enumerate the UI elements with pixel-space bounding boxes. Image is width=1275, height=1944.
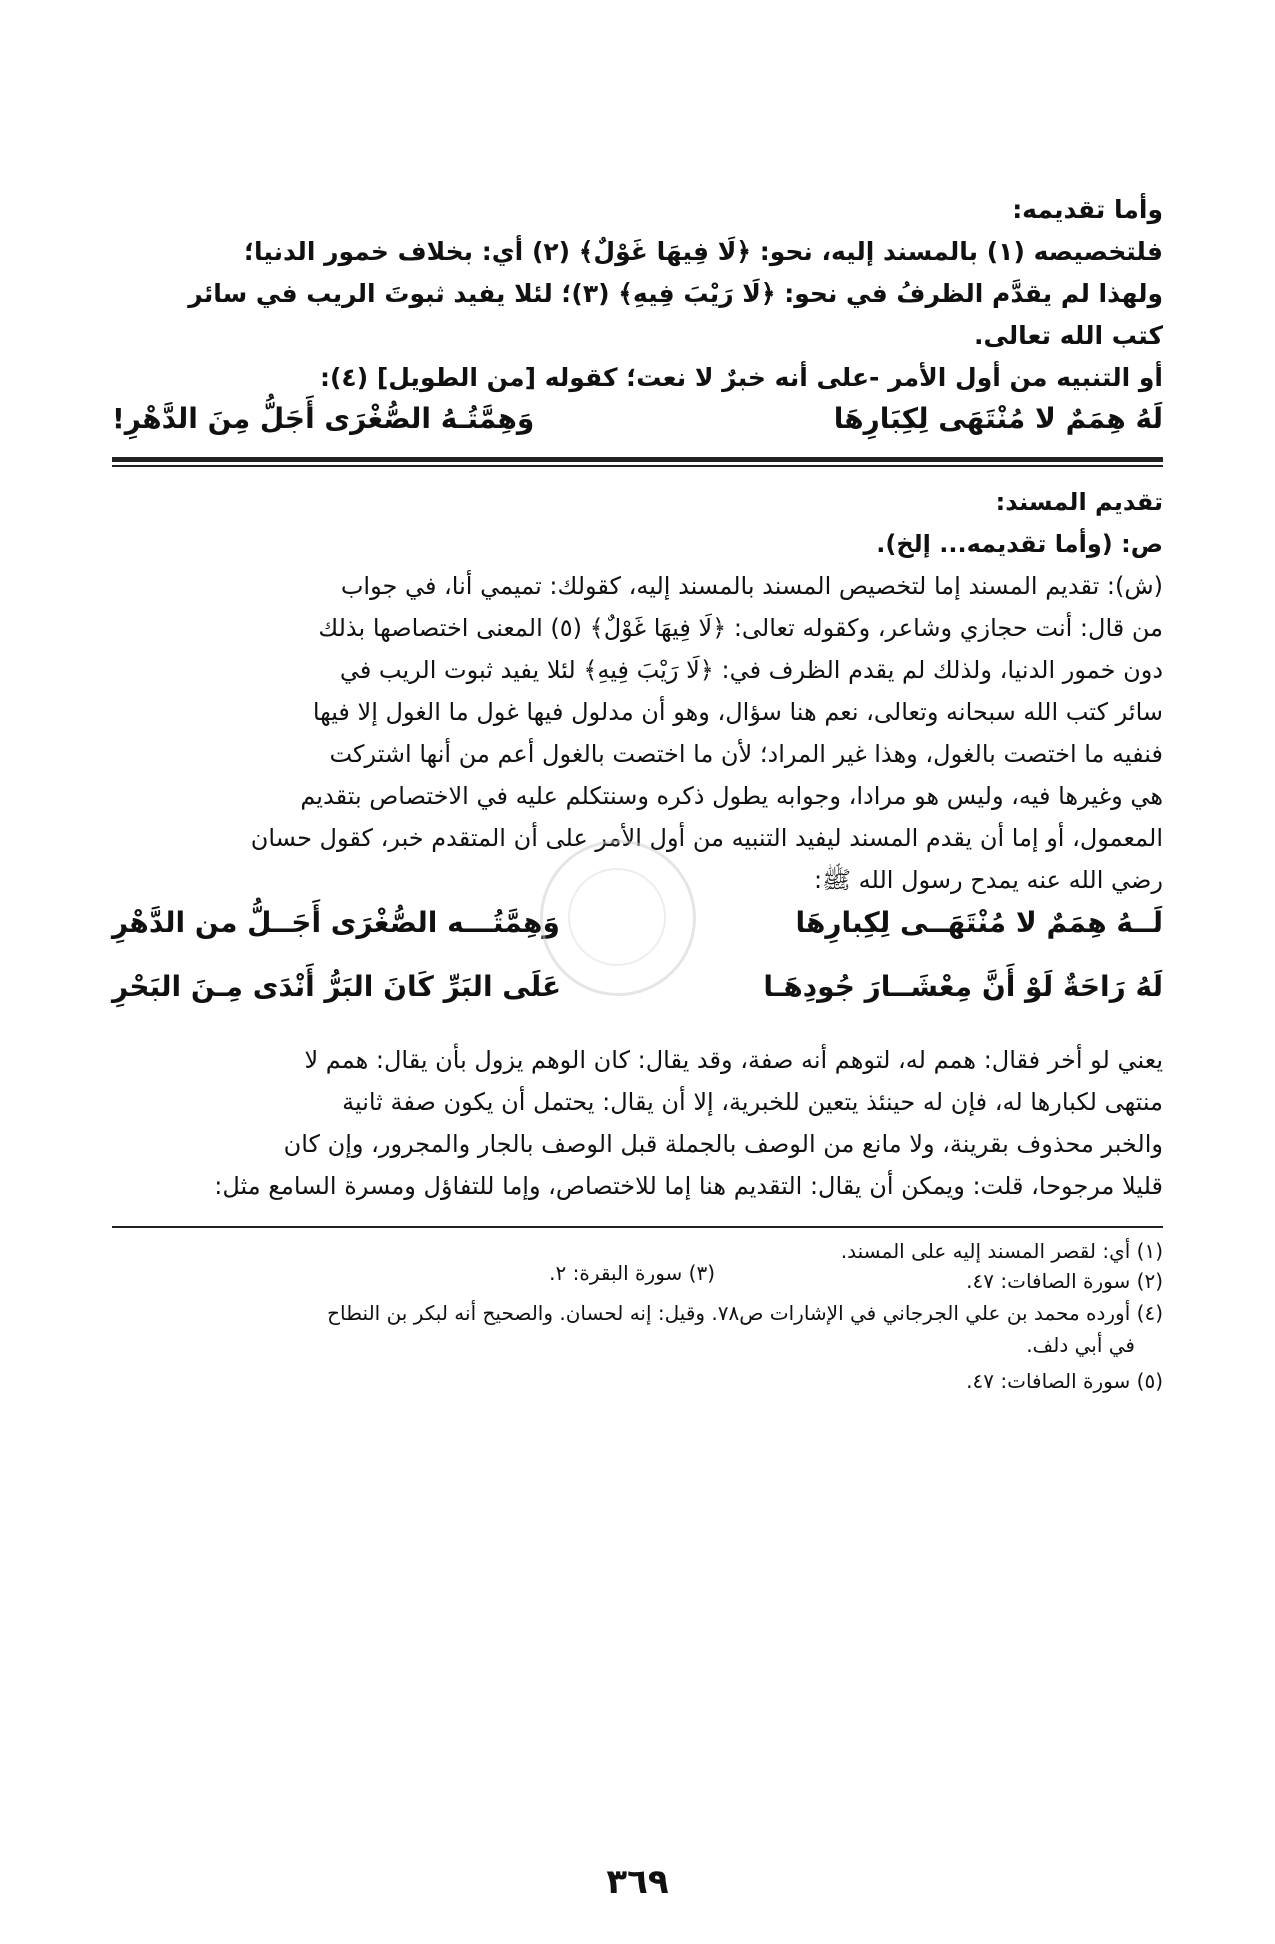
main-line: فلتخصيصه (١) بالمسند إليه، نحو: ﴿لَا فِيهَا غَوْلٌ﴾ (٢) أي: بخلاف خمور الدنيا؛ xyxy=(244,237,1163,266)
commentary-line: قليلا مرجوحا، قلت: ويمكن أن يقال: التقديم هنا إما للاختصاص، وإما للتفاؤل ومسرة السامع مثل: xyxy=(214,1172,1163,1200)
commentary-line: منتهى لكبارها له، فإن له حينئذ يتعين للخبرية، إلا أن يقال: يحتمل أن يكون صفة ثانية xyxy=(342,1088,1163,1116)
commentary-line: رضي الله عنه يمدح رسول الله ﷺ: xyxy=(813,866,1163,894)
commentary-sad: ص: (وأما تقديمه... إلخ). xyxy=(876,530,1163,558)
commentary-line: فنفيه ما اختصت بالغول، وهذا غير المراد؛ لأن ما اختصت بالغول أعم من أنها اشتركت xyxy=(329,740,1163,768)
commentary-line: من قال: أنت حجازي وشاعر، وكقوله تعالى: ﴿لَا فِيهَا غَوْلٌ﴾ (٥) المعنى اختصاصها بذلك xyxy=(318,614,1163,642)
commentary-line: المعمول، أو إما أن يقدم المسند ليفيد التنبيه من أول الأمر على أن المتقدم خبر، كقول حسان xyxy=(250,824,1163,852)
commentary-line: سائر كتب الله سبحانه وتعالى، نعم هنا سؤال، وهو أن مدلول فيها غول ما الغول إلا فيها xyxy=(312,698,1163,726)
footnote: (٥) سورة الصافات: ٤٧. xyxy=(966,1369,1163,1393)
commentary-line: هي وغيرها فيه، وليس هو مرادا، وجوابه يطول ذكره وسنتكلم عليه في الاختصاص بتقديم xyxy=(300,782,1163,810)
footnote: (٢) سورة الصافات: ٤٧. xyxy=(966,1269,1163,1293)
commentary-line: (ش): تقديم المسند إما لتخصيص المسند بالمسند إليه، كقولك: تميمي أنا، في جواب xyxy=(340,572,1163,600)
section-divider-thin xyxy=(112,465,1163,467)
verse-hemistich-2: وَهِمَّتُـهُ الصُّغْرَى أَجَلُّ مِنَ الدَّهْرِ! xyxy=(112,402,535,435)
page-number: ٣٦٩ xyxy=(606,1862,669,1902)
footnote-divider xyxy=(112,1226,1163,1228)
main-line: كتب الله تعالى. xyxy=(973,321,1163,350)
footnote: (١) أي: لقصر المسند إليه على المسند. xyxy=(840,1239,1163,1263)
main-line: أو التنبيه من أول الأمر -على أنه خبرٌ لا نعت؛ كقوله [من الطويل] (٤): xyxy=(319,363,1163,392)
footnote: (٣) سورة البقرة: ٢. xyxy=(549,1261,715,1285)
verse-hemistich-2: وَهِمَّتُـــه الصُّغْرَى أَجَــلُّ من الدَّهْرِ xyxy=(112,906,560,939)
verse-hemistich-1: لَهُ هِمَمٌ لا مُنْتَهَى لِكِبَارِهَا xyxy=(833,402,1163,435)
library-stamp-watermark xyxy=(540,840,696,996)
main-line: ولهذا لم يقدَّم الظرفُ في نحو: ﴿لَا رَيْبَ فِيهِ﴾ (٣)؛ لئلا يفيد ثبوتَ الريب في سائر xyxy=(188,279,1163,308)
section-divider xyxy=(112,457,1163,462)
main-verse xyxy=(112,402,1163,452)
verse-hemistich-1: لَــهُ هِمَمٌ لا مُنْتَهَــى لِكِبارِهَا xyxy=(795,906,1163,939)
main-heading: وأما تقديمه: xyxy=(1012,195,1163,224)
footnote: في أبي دلف. xyxy=(1026,1333,1135,1357)
verse-hemistich-2: عَلَى البَرِّ كَانَ البَرُّ أَنْدَى مِـنَ البَحْرِ xyxy=(112,970,562,1003)
commentary-line: يعني لو أخر فقال: همم له، لتوهم أنه صفة، وقد يقال: كان الوهم يزول بأن يقال: همم لا xyxy=(304,1046,1163,1074)
commentary-heading: تقديم المسند: xyxy=(995,488,1163,516)
commentary-line: دون خمور الدنيا، ولذلك لم يقدم الظرف في: ﴿لَا رَيْبَ فِيهِ﴾ لئلا يفيد ثبوت الريب في xyxy=(339,656,1163,684)
footnote: (٤) أورده محمد بن علي الجرجاني في الإشارات ص٧٨. وقيل: إنه لحسان. والصحيح أنه لبكر بن النطاح xyxy=(327,1301,1163,1325)
verse-hemistich-1: لَهُ رَاحَةٌ لَوْ أَنَّ مِعْشَــارَ جُودِهَـا xyxy=(763,970,1163,1003)
commentary-line: والخبر محذوف بقرينة، ولا مانع من الوصف بالجملة قبل الوصف بالجار والمجرور، وإن كان xyxy=(283,1130,1163,1158)
